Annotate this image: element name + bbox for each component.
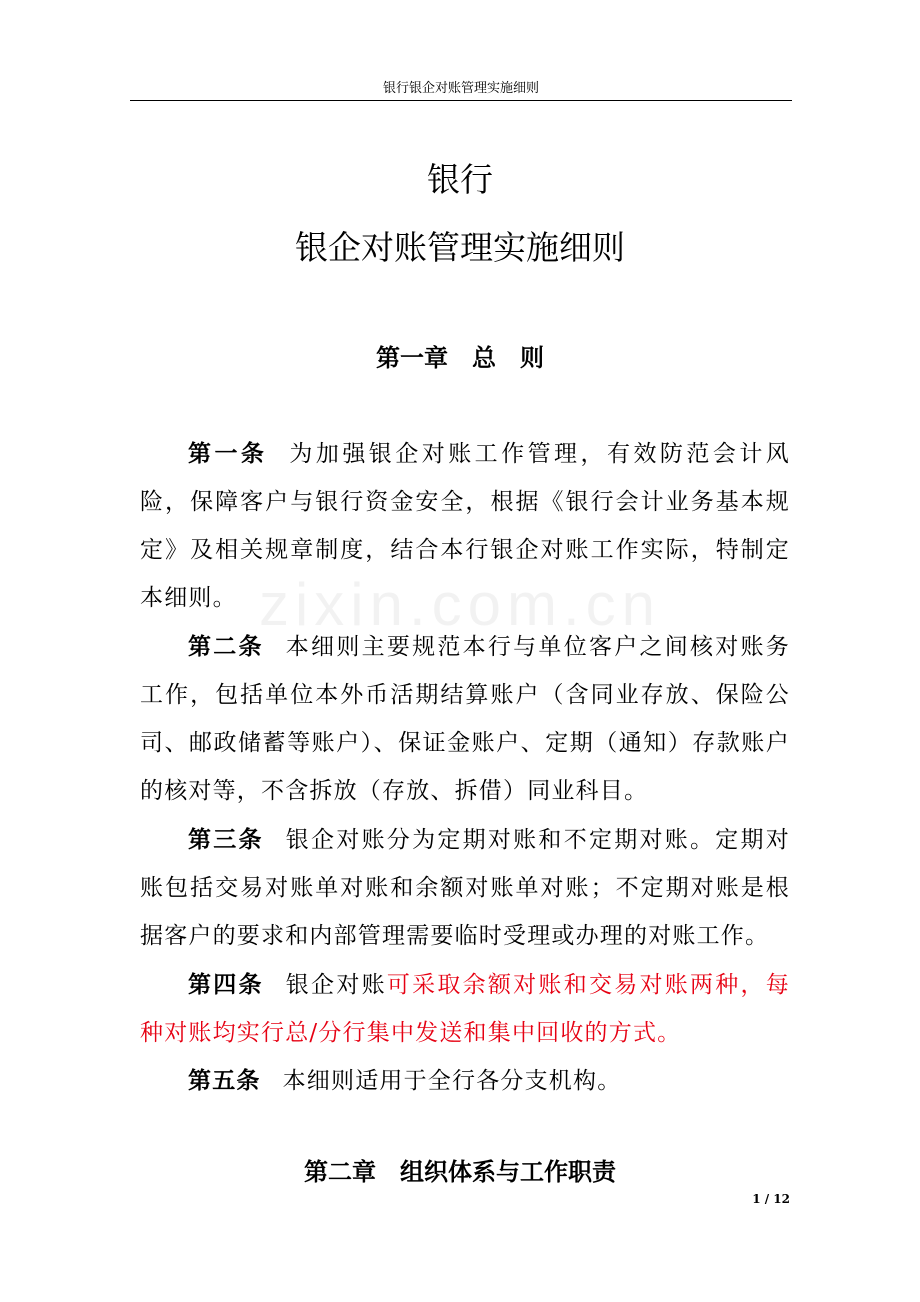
article-1-label: 第一条 [188,440,268,467]
article-2-label: 第二条 [188,633,264,660]
article-2-text: 本细则主要规范本行与单位客户之间核对账务工作，包括单位本外币活期结算账户（含同业存放、保险公司、邮政储蓄等账户）、保证金账户、定期（通知）存款账户的核对等，不含拆放（存放、拆借）同业科目。 [140,634,790,804]
article-1-text: 为加强银企对账工作管理，有效防范会计风险，保障客户与银行资金安全，根据《银行会计业务基本规定》及相关规章制度，结合本行银企对账工作实际，特制定本细则。 [140,441,790,611]
article-4-label: 第四条 [188,971,264,998]
running-header: 银行银企对账管理实施细则 [382,81,539,96]
watermark: zixin.com.cn [258,571,662,638]
article-3 [140,816,790,960]
article-3-label: 第三条 [188,826,264,853]
document-title-main: 银企对账管理实施细则 [295,228,625,267]
chapter-heading-1: 第一章 总 则 [376,343,544,372]
article-4-text: 银企对账 [285,972,387,998]
article-5-text: 本细则适用于全行各分支机构。 [282,1068,622,1094]
document-title-bank: 银行 [427,160,493,199]
article-4-highlight: 可采取余额对账和交易对账两种，每种对账均实行总/分行集中发送和集中回收的方式。 [140,972,790,1046]
article-2 [140,623,790,815]
article-5-label: 第五条 [188,1067,261,1094]
chapter-heading-2: 第二章 组织体系与工作职责 [304,1157,616,1186]
header-rule [130,100,792,101]
article-1 [140,430,790,622]
page-number: 1 / 12 [752,1192,790,1206]
article-5 [140,1057,790,1105]
article-4 [140,961,790,1057]
article-3-text: 银企对账分为定期对账和不定期对账。定期对账包括交易对账单对账和余额对账单对账；不定期对账是根据客户的要求和内部管理需要临时受理或办理的对账工作。 [140,827,790,949]
